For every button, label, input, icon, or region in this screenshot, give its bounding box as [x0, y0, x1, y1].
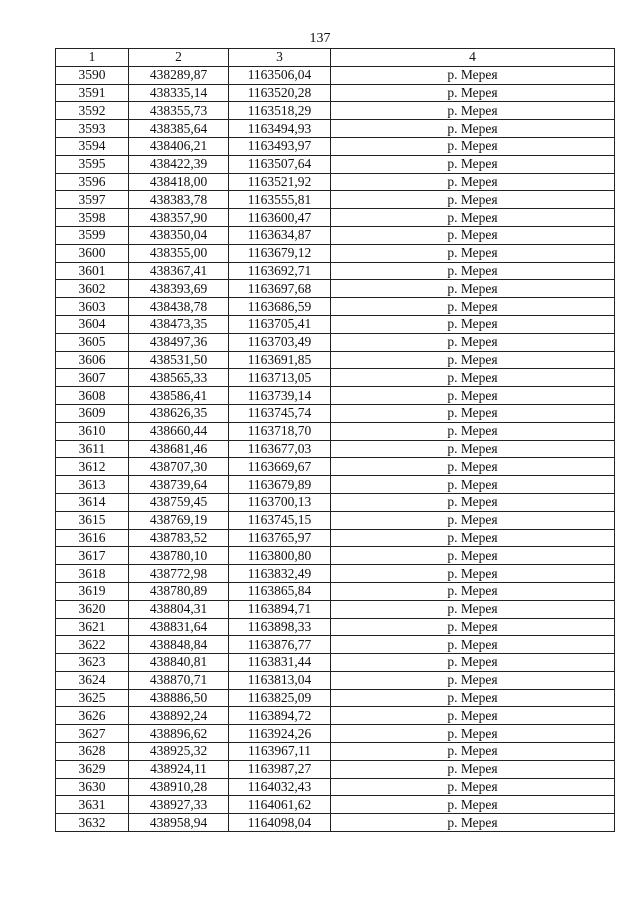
table-row [56, 689, 615, 707]
table-row [56, 120, 615, 138]
point-number-cell: 3603 [56, 298, 129, 316]
table-row [56, 814, 615, 832]
point-number-cell: 3629 [56, 760, 129, 778]
location-cell: р. Мерея [331, 333, 615, 351]
table-row [56, 191, 615, 209]
y-coordinate-cell: 1163507,64 [229, 155, 331, 173]
x-coordinate-cell: 438958,94 [129, 814, 229, 832]
point-number-cell: 3600 [56, 244, 129, 262]
location-cell: р. Мерея [331, 102, 615, 120]
y-coordinate-cell: 1163765,97 [229, 529, 331, 547]
y-coordinate-cell: 1163520,28 [229, 84, 331, 102]
table-row [56, 493, 615, 511]
x-coordinate-cell: 438385,64 [129, 120, 229, 138]
point-number-cell: 3592 [56, 102, 129, 120]
location-cell: р. Мерея [331, 387, 615, 405]
y-coordinate-cell: 1164061,62 [229, 796, 331, 814]
point-number-cell: 3627 [56, 725, 129, 743]
y-coordinate-cell: 1163679,89 [229, 476, 331, 494]
y-coordinate-cell: 1163832,49 [229, 565, 331, 583]
x-coordinate-cell: 438707,30 [129, 458, 229, 476]
location-cell: р. Мерея [331, 315, 615, 333]
y-coordinate-cell: 1163987,27 [229, 760, 331, 778]
table-row [56, 422, 615, 440]
header-cell-2: 2 [129, 49, 229, 67]
point-number-cell: 3610 [56, 422, 129, 440]
y-coordinate-cell: 1163924,26 [229, 725, 331, 743]
y-coordinate-cell: 1163705,41 [229, 315, 331, 333]
location-cell: р. Мерея [331, 529, 615, 547]
table-body [56, 66, 615, 831]
x-coordinate-cell: 438780,89 [129, 582, 229, 600]
table-row [56, 66, 615, 84]
table-row [56, 458, 615, 476]
x-coordinate-cell: 438772,98 [129, 565, 229, 583]
y-coordinate-cell: 1163518,29 [229, 102, 331, 120]
x-coordinate-cell: 438783,52 [129, 529, 229, 547]
x-coordinate-cell: 438497,36 [129, 333, 229, 351]
x-coordinate-cell: 438418,00 [129, 173, 229, 191]
y-coordinate-cell: 1163700,13 [229, 493, 331, 511]
table-row [56, 529, 615, 547]
table-header [56, 49, 615, 67]
location-cell: р. Мерея [331, 191, 615, 209]
location-cell: р. Мерея [331, 404, 615, 422]
y-coordinate-cell: 1163697,68 [229, 280, 331, 298]
location-cell: р. Мерея [331, 155, 615, 173]
location-cell: р. Мерея [331, 725, 615, 743]
table-row [56, 618, 615, 636]
point-number-cell: 3631 [56, 796, 129, 814]
location-cell: р. Мерея [331, 796, 615, 814]
point-number-cell: 3620 [56, 600, 129, 618]
point-number-cell: 3594 [56, 137, 129, 155]
table-row [56, 387, 615, 405]
point-number-cell: 3593 [56, 120, 129, 138]
y-coordinate-cell: 1163876,77 [229, 636, 331, 654]
y-coordinate-cell: 1163634,87 [229, 226, 331, 244]
x-coordinate-cell: 438626,35 [129, 404, 229, 422]
table-row [56, 315, 615, 333]
table-row [56, 369, 615, 387]
table-row [56, 440, 615, 458]
x-coordinate-cell: 438681,46 [129, 440, 229, 458]
table-row [56, 298, 615, 316]
location-cell: р. Мерея [331, 743, 615, 761]
point-number-cell: 3632 [56, 814, 129, 832]
location-cell: р. Мерея [331, 707, 615, 725]
x-coordinate-cell: 438350,04 [129, 226, 229, 244]
x-coordinate-cell: 438367,41 [129, 262, 229, 280]
location-cell: р. Мерея [331, 654, 615, 672]
table-row [56, 778, 615, 796]
table-row [56, 760, 615, 778]
table-row [56, 404, 615, 422]
table-row [56, 351, 615, 369]
location-cell: р. Мерея [331, 778, 615, 796]
coordinates-table [55, 48, 615, 832]
point-number-cell: 3618 [56, 565, 129, 583]
y-coordinate-cell: 1163521,92 [229, 173, 331, 191]
location-cell: р. Мерея [331, 600, 615, 618]
table-row [56, 511, 615, 529]
point-number-cell: 3614 [56, 493, 129, 511]
header-cell-3: 3 [229, 49, 331, 67]
y-coordinate-cell: 1163713,05 [229, 369, 331, 387]
location-cell: р. Мерея [331, 173, 615, 191]
y-coordinate-cell: 1163800,80 [229, 547, 331, 565]
table-row [56, 582, 615, 600]
location-cell: р. Мерея [331, 547, 615, 565]
table-row [56, 262, 615, 280]
location-cell: р. Мерея [331, 298, 615, 316]
x-coordinate-cell: 438896,62 [129, 725, 229, 743]
y-coordinate-cell: 1163691,85 [229, 351, 331, 369]
header-cell-4: 4 [331, 49, 615, 67]
table-row [56, 654, 615, 672]
x-coordinate-cell: 438910,28 [129, 778, 229, 796]
y-coordinate-cell: 1163739,14 [229, 387, 331, 405]
table-row [56, 725, 615, 743]
location-cell: р. Мерея [331, 84, 615, 102]
x-coordinate-cell: 438383,78 [129, 191, 229, 209]
point-number-cell: 3619 [56, 582, 129, 600]
y-coordinate-cell: 1163894,72 [229, 707, 331, 725]
page-number: 137 [309, 31, 331, 46]
header-cell-1: 1 [56, 49, 129, 67]
point-number-cell: 3599 [56, 226, 129, 244]
y-coordinate-cell: 1163813,04 [229, 671, 331, 689]
table-row [56, 476, 615, 494]
location-cell: р. Мерея [331, 369, 615, 387]
x-coordinate-cell: 438840,81 [129, 654, 229, 672]
point-number-cell: 3604 [56, 315, 129, 333]
location-cell: р. Мерея [331, 671, 615, 689]
y-coordinate-cell: 1163679,12 [229, 244, 331, 262]
point-number-cell: 3613 [56, 476, 129, 494]
point-number-cell: 3611 [56, 440, 129, 458]
table-row [56, 671, 615, 689]
x-coordinate-cell: 438355,73 [129, 102, 229, 120]
x-coordinate-cell: 438335,14 [129, 84, 229, 102]
y-coordinate-cell: 1163686,59 [229, 298, 331, 316]
location-cell: р. Мерея [331, 636, 615, 654]
location-cell: р. Мерея [331, 120, 615, 138]
table-row [56, 226, 615, 244]
location-cell: р. Мерея [331, 760, 615, 778]
x-coordinate-cell: 438355,00 [129, 244, 229, 262]
x-coordinate-cell: 438892,24 [129, 707, 229, 725]
location-cell: р. Мерея [331, 209, 615, 227]
y-coordinate-cell: 1163677,03 [229, 440, 331, 458]
x-coordinate-cell: 438804,31 [129, 600, 229, 618]
y-coordinate-cell: 1163967,11 [229, 743, 331, 761]
x-coordinate-cell: 438438,78 [129, 298, 229, 316]
y-coordinate-cell: 1163898,33 [229, 618, 331, 636]
point-number-cell: 3612 [56, 458, 129, 476]
x-coordinate-cell: 438406,21 [129, 137, 229, 155]
point-number-cell: 3602 [56, 280, 129, 298]
y-coordinate-cell: 1163718,70 [229, 422, 331, 440]
y-coordinate-cell: 1163745,74 [229, 404, 331, 422]
header-row [56, 49, 615, 67]
location-cell: р. Мерея [331, 262, 615, 280]
location-cell: р. Мерея [331, 66, 615, 84]
x-coordinate-cell: 438289,87 [129, 66, 229, 84]
x-coordinate-cell: 438422,39 [129, 155, 229, 173]
location-cell: р. Мерея [331, 351, 615, 369]
table-row [56, 796, 615, 814]
point-number-cell: 3630 [56, 778, 129, 796]
location-cell: р. Мерея [331, 476, 615, 494]
location-cell: р. Мерея [331, 689, 615, 707]
point-number-cell: 3626 [56, 707, 129, 725]
table-row [56, 137, 615, 155]
point-number-cell: 3608 [56, 387, 129, 405]
point-number-cell: 3625 [56, 689, 129, 707]
location-cell: р. Мерея [331, 582, 615, 600]
table-row [56, 173, 615, 191]
y-coordinate-cell: 1163494,93 [229, 120, 331, 138]
y-coordinate-cell: 1163692,71 [229, 262, 331, 280]
table-row [56, 707, 615, 725]
point-number-cell: 3590 [56, 66, 129, 84]
table-row [56, 743, 615, 761]
x-coordinate-cell: 438927,33 [129, 796, 229, 814]
table-row [56, 155, 615, 173]
x-coordinate-cell: 438473,35 [129, 315, 229, 333]
x-coordinate-cell: 438565,33 [129, 369, 229, 387]
y-coordinate-cell: 1163745,15 [229, 511, 331, 529]
y-coordinate-cell: 1163506,04 [229, 66, 331, 84]
table-row [56, 547, 615, 565]
x-coordinate-cell: 438393,69 [129, 280, 229, 298]
point-number-cell: 3591 [56, 84, 129, 102]
point-number-cell: 3624 [56, 671, 129, 689]
location-cell: р. Мерея [331, 226, 615, 244]
point-number-cell: 3598 [56, 209, 129, 227]
point-number-cell: 3616 [56, 529, 129, 547]
location-cell: р. Мерея [331, 493, 615, 511]
x-coordinate-cell: 438925,32 [129, 743, 229, 761]
x-coordinate-cell: 438759,45 [129, 493, 229, 511]
location-cell: р. Мерея [331, 814, 615, 832]
table-row [56, 600, 615, 618]
x-coordinate-cell: 438924,11 [129, 760, 229, 778]
y-coordinate-cell: 1163600,47 [229, 209, 331, 227]
y-coordinate-cell: 1163865,84 [229, 582, 331, 600]
point-number-cell: 3609 [56, 404, 129, 422]
table-row [56, 102, 615, 120]
y-coordinate-cell: 1163703,49 [229, 333, 331, 351]
y-coordinate-cell: 1164098,04 [229, 814, 331, 832]
x-coordinate-cell: 438357,90 [129, 209, 229, 227]
y-coordinate-cell: 1163669,67 [229, 458, 331, 476]
location-cell: р. Мерея [331, 280, 615, 298]
location-cell: р. Мерея [331, 565, 615, 583]
x-coordinate-cell: 438870,71 [129, 671, 229, 689]
x-coordinate-cell: 438586,41 [129, 387, 229, 405]
location-cell: р. Мерея [331, 440, 615, 458]
x-coordinate-cell: 438531,50 [129, 351, 229, 369]
location-cell: р. Мерея [331, 244, 615, 262]
point-number-cell: 3617 [56, 547, 129, 565]
point-number-cell: 3597 [56, 191, 129, 209]
location-cell: р. Мерея [331, 458, 615, 476]
table-row [56, 84, 615, 102]
location-cell: р. Мерея [331, 618, 615, 636]
table-row [56, 244, 615, 262]
table-row [56, 209, 615, 227]
x-coordinate-cell: 438780,10 [129, 547, 229, 565]
point-number-cell: 3601 [56, 262, 129, 280]
x-coordinate-cell: 438739,64 [129, 476, 229, 494]
y-coordinate-cell: 1164032,43 [229, 778, 331, 796]
point-number-cell: 3605 [56, 333, 129, 351]
point-number-cell: 3628 [56, 743, 129, 761]
point-number-cell: 3623 [56, 654, 129, 672]
x-coordinate-cell: 438831,64 [129, 618, 229, 636]
table-row [56, 280, 615, 298]
x-coordinate-cell: 438769,19 [129, 511, 229, 529]
point-number-cell: 3615 [56, 511, 129, 529]
y-coordinate-cell: 1163825,09 [229, 689, 331, 707]
point-number-cell: 3596 [56, 173, 129, 191]
location-cell: р. Мерея [331, 137, 615, 155]
point-number-cell: 3607 [56, 369, 129, 387]
x-coordinate-cell: 438660,44 [129, 422, 229, 440]
table-row [56, 565, 615, 583]
y-coordinate-cell: 1163894,71 [229, 600, 331, 618]
point-number-cell: 3621 [56, 618, 129, 636]
y-coordinate-cell: 1163555,81 [229, 191, 331, 209]
location-cell: р. Мерея [331, 422, 615, 440]
location-cell: р. Мерея [331, 511, 615, 529]
table-row [56, 333, 615, 351]
y-coordinate-cell: 1163493,97 [229, 137, 331, 155]
point-number-cell: 3606 [56, 351, 129, 369]
point-number-cell: 3595 [56, 155, 129, 173]
table-row [56, 636, 615, 654]
x-coordinate-cell: 438886,50 [129, 689, 229, 707]
y-coordinate-cell: 1163831,44 [229, 654, 331, 672]
point-number-cell: 3622 [56, 636, 129, 654]
x-coordinate-cell: 438848,84 [129, 636, 229, 654]
